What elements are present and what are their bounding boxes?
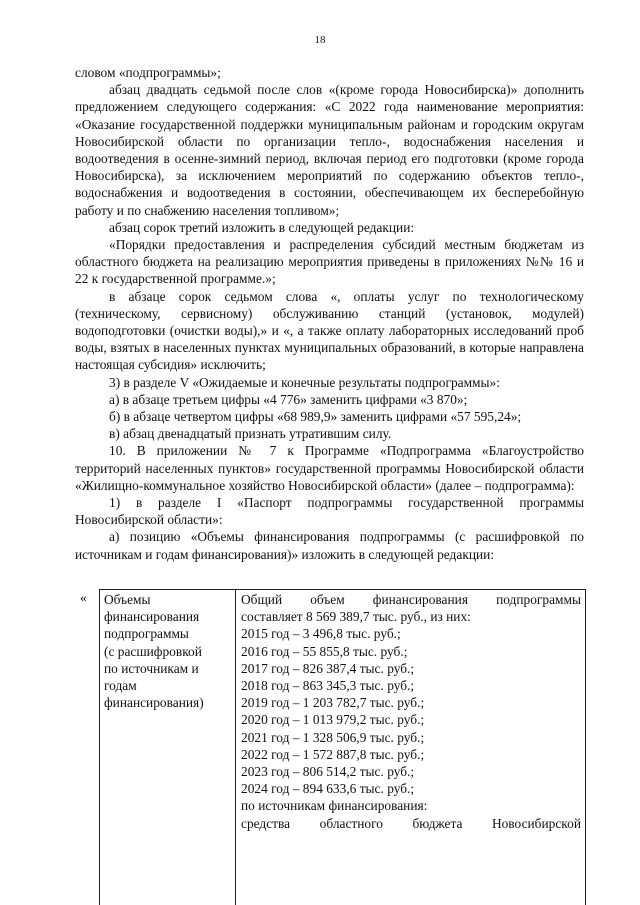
paragraph-3: «Порядки предоставления и распределения субсидий местным бюджетам из областного бюджета на реализацию мероприятия приведены в приложениях №№ 16 и 22 к государственной программе.»; [75,237,584,287]
value-line: 2022 год – 1 572 887,8 тыс. руб.; [241,746,425,762]
page-number: 18 [314,34,326,46]
label-line: годам [104,678,137,694]
value-line: 2015 год – 3 496,8 тыс. руб.; [241,626,401,642]
paragraph-10: 1) в разделе I «Паспорт подпрограммы государственной программы Новосибирской области»: [75,495,584,528]
paragraph-4: в абзаце сорок седьмом слова «, оплаты услуг по технологическому (техническому, сервисному) обслуживанию станций (установок, модулей) водоподготовки (очистки воды),» и «, а также оплату лабораторных исследований проб воды, взятых в населенных пунктах муниципальных образований, в которые направлена настоящая субсидия» исключить; [75,288,584,373]
paragraph-9: 10. В приложении № 7 к Программе «Подпрограмма «Благоустройство территорий населенных пунктов» государственной программы Новосибирской области «Жилищно-коммунальное хозяйство Новосибирской области» (далее – подпрограмма): [75,443,584,493]
value-line: 2024 год – 894 633,6 тыс. руб.; [241,781,415,797]
value-line: по источникам финансирования: [241,798,428,814]
value-line: составляет 8 569 389,7 тыс. руб., из них: [241,609,471,625]
paragraph-2: абзац сорок третий изложить в следующей редакции: [109,219,415,235]
value-line: 2023 год – 806 514,2 тыс. руб.; [241,764,415,780]
label-line: по источникам и [104,660,199,676]
value-line: 2019 год – 1 203 782,7 тыс. руб.; [241,695,425,711]
open-quote: « [80,590,87,605]
paragraph-5: 3) в разделе V «Ожидаемые и конечные результаты подпрограммы»: [109,374,500,390]
paragraph-7: б) в абзаце четвертом цифры «68 989,9» заменить цифрами «57 595,24»; [109,409,522,425]
paragraph-8: в) абзац двенадцатый признать утратившим силу. [109,426,392,442]
label-line: Объемы [104,592,151,607]
label-line: финансирования [104,609,200,625]
paragraph-11: а) позицию «Объемы финансирования подпрограммы (с расшифровкой по источникам и годам финансирования)» изложить в следующей редакции: [75,529,584,562]
paragraph-0: словом «подпрограммы»; [75,65,221,80]
label-line: финансирования) [104,695,204,711]
value-line: 2016 год – 55 855,8 тыс. руб.; [241,643,408,659]
value-line: 2021 год – 1 328 506,9 тыс. руб.; [241,729,425,745]
value-line: 2018 год – 863 345,3 тыс. руб.; [241,678,415,694]
table-label-cell [99,589,236,905]
value-line: 2017 год – 826 387,4 тыс. руб.; [241,660,415,676]
label-line: подпрограммы [104,626,189,642]
value-line: 2020 год – 1 013 979,2 тыс. руб.; [241,712,425,728]
label-line: (с расшифровкой [104,643,202,659]
paragraph-6: а) в абзаце третьем цифры «4 776» заменить цифрами «3 870»; [109,391,468,407]
value-line: средства областного бюджета Новосибирской [241,815,581,831]
document-body [75,64,584,563]
value-line: Общий объем финансирования подпрограммы [241,592,581,607]
table-value-cell [236,589,586,905]
paragraph-1: абзац двадцать седьмой после слов «(кроме города Новосибирска)» дополнить предложением следующего содержания: «С 2022 года наименование мероприятия: «Оказание государственной поддержки муниципальным районам и городским округам Новосибирской области по организации тепло-, водоснабжения населения и водоотведения в осенне-зимний период, включая период его подготовки (кроме города Новосибирска), за исключением мероприятий по содержанию объектов тепло-, водоснабжения и водоотведения в состоянии, обеспечивающем их бесперебойную работу и по снабжению населения топливом»; [75,82,584,218]
